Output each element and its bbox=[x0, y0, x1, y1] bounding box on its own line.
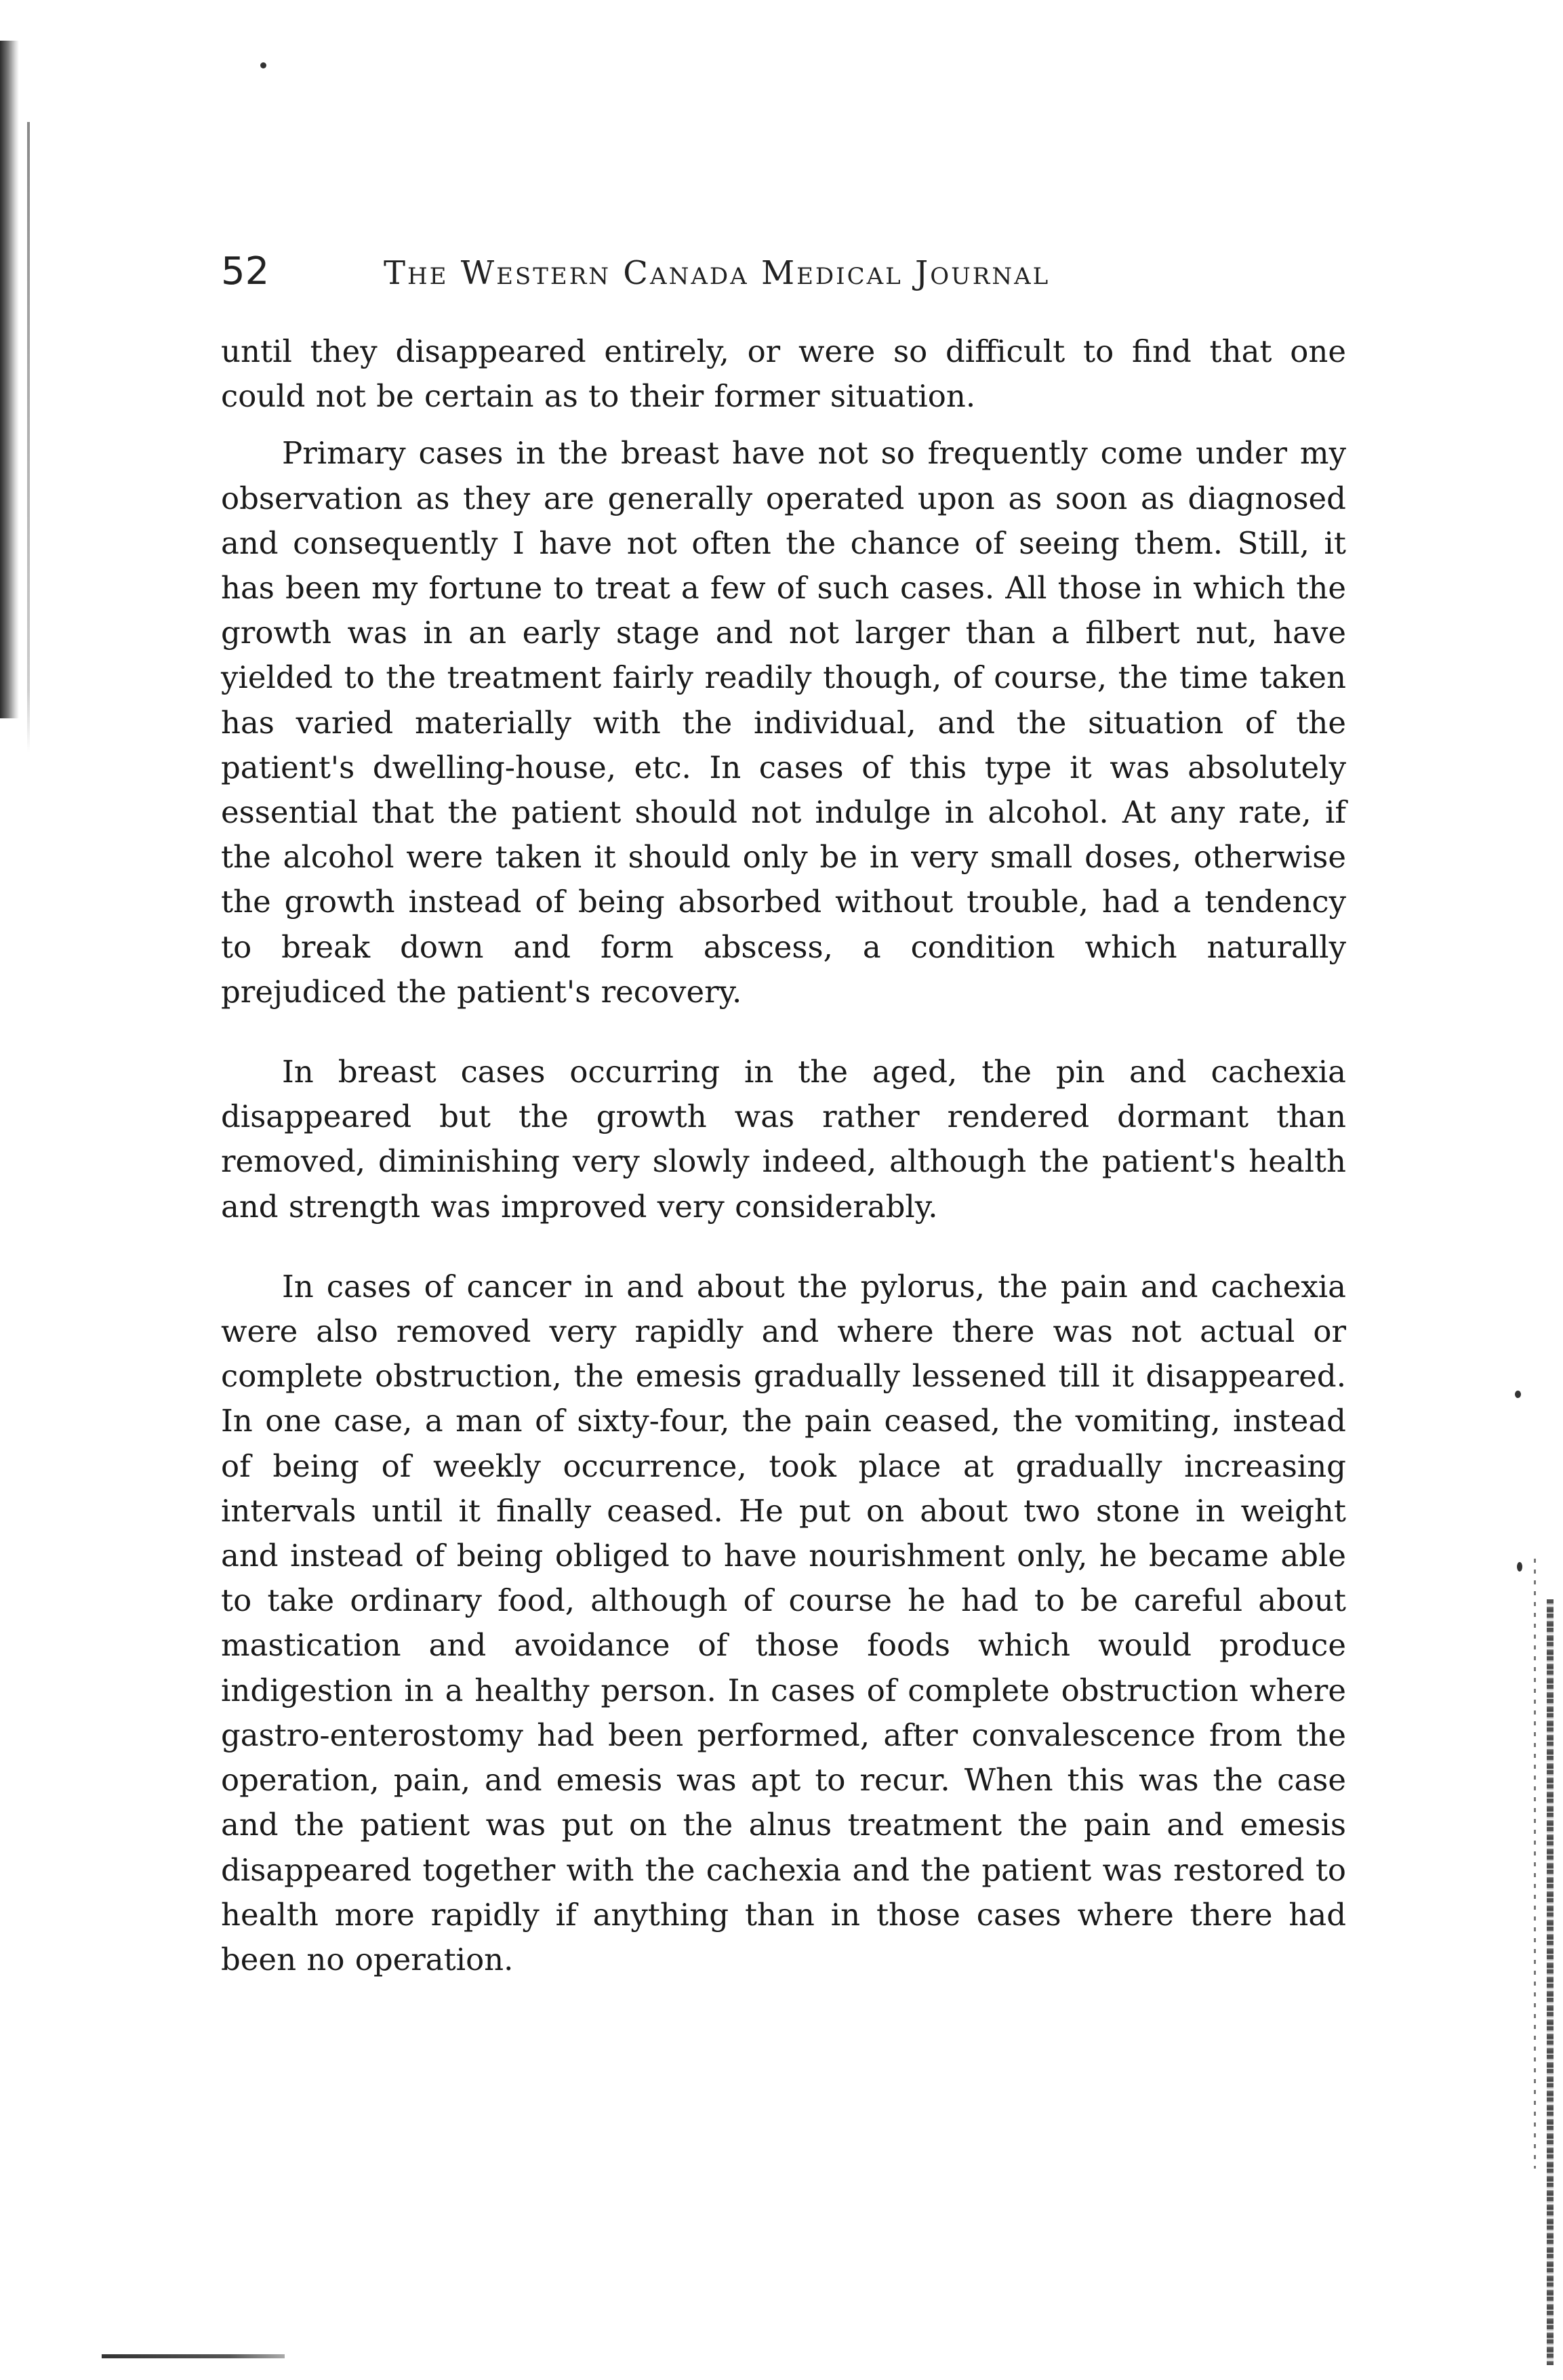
scan-speck bbox=[1517, 1562, 1522, 1572]
paragraph-1: until they disappeared entirely, or were so difficult to find that one could not be certain as to their former situation. bbox=[221, 333, 1346, 415]
scan-edge-dash bbox=[1534, 1559, 1536, 2169]
page-header bbox=[221, 249, 1346, 304]
scan-edge-noise bbox=[1547, 1599, 1554, 2365]
scan-speck bbox=[1515, 1391, 1521, 1398]
paragraph-2: Primary cases in the breast have not so frequently come under my observation as they are generally operated upon as soon as diagnosed and consequently I have not often the chance of seeing them. Still, it has been my fortune to treat a few of such cases. All those in which the growth was in an early stage and not larger than a filbert nut, have yielded to the treatment fairly readily though, of course, the time taken has varied materially with the individual, and the situation of the patient's dwelling-house, etc. In cases of this type it was absolutely essential that the patient should not indulge in alcohol. At any rate, if the alcohol were taken it should only be in very small doses, otherwise the growth instead of being absorbed without trouble, had a tendency to break down and form abscess, a condition which naturally prejudiced the patient's recovery. bbox=[221, 435, 1346, 1010]
paragraph-4: In cases of cancer in and about the pylorus, the pain and cachexia were also removed very rapidly and where there was not actual or complete obstruction, the emesis gradually lessened till it disappeared. In one case, a man of sixty-four, the pain ceased, the vomiting, instead of being of weekly occurrence, took place at gradually increasing intervals until it finally ceased. He put on about two stone in weight and instead of being obliged to have nourishment only, he became able to take ordinary food, although of course he had to be careful about mastication and avoidance of those foods which would produce indigestion in a healthy person. In cases of complete obstruction where gastro-enterostomy had been performed, after convalescence from the operation, pain, and emesis was apt to recur. When this was the case and the patient was put on the alnus treatment the pain and emesis disappeared together with the cachexia and the patient was restored to health more rapidly if anything than in those cases where there had been no operation. bbox=[221, 1268, 1346, 1977]
scan-speck bbox=[260, 62, 266, 68]
page-number: 52 bbox=[221, 249, 270, 293]
paragraph-3: In breast cases occurring in the aged, the pin and cachexia disappeared but the growth was rather rendered dormant than removed, diminishing very slowly indeed, although the patient's health and strength was improved very considerably. bbox=[221, 1054, 1346, 1225]
scan-binding-shadow bbox=[0, 41, 19, 718]
scan-bottom-rule bbox=[102, 2354, 285, 2358]
scan-binding-line bbox=[27, 122, 30, 752]
article-body bbox=[221, 329, 1346, 1982]
running-head: The Western Canada Medical Journal bbox=[384, 254, 1051, 292]
